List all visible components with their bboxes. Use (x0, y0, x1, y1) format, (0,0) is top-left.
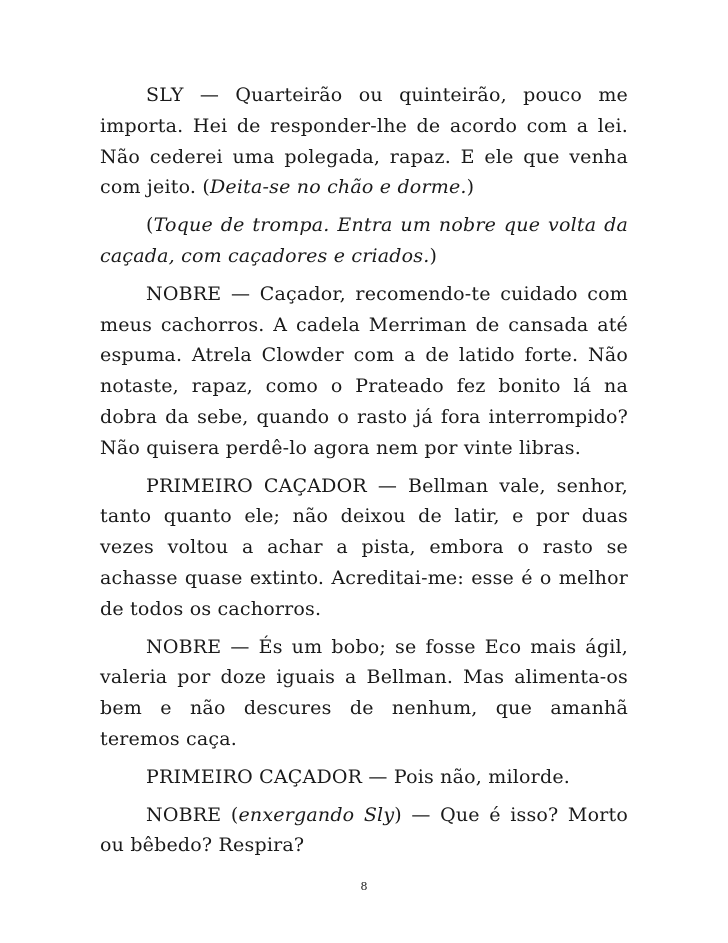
text-run: ) — Que é isso? Morto ou bêbedo? Respira? (100, 803, 628, 857)
document-page (100, 80, 628, 868)
text-run: ( (146, 214, 154, 237)
page-number: 8 (360, 880, 368, 893)
paragraph-nobre-speech-2 (100, 632, 628, 755)
text-run: ) (466, 176, 475, 199)
paragraph-nobre-speech (100, 279, 628, 464)
text-run: NOBRE — És um bobo; se fosse Eco mais ágil, valeria por doze iguais a Bellman. Mas alimenta-os bem e não descures de nenhum, que amanhã teremos caça. (100, 635, 628, 750)
text-run: SLY — Quarteirão ou quinteirão, pouco me importa. Hei de responder-lhe de acordo com a lei. Não cederei uma polegada, rapaz. E ele que venha com jeito. ( (100, 84, 628, 199)
stage-direction: Deita-se no chão e dorme. (209, 176, 467, 199)
paragraph-nobre-speech-3 (100, 800, 628, 862)
text-run: ) (429, 244, 438, 267)
paragraph-sly-speech (100, 80, 628, 203)
text-run: PRIMEIRO CAÇADOR — Pois não, milorde. (146, 765, 570, 788)
paragraph-cacador-speech (100, 471, 628, 625)
paragraph-cacador-speech-2 (100, 762, 628, 793)
text-run: NOBRE ( (146, 803, 239, 826)
paragraph-stage-direction (100, 210, 628, 272)
text-run: NOBRE — Caçador, recomendo-te cuidado com meus cachorros. A cadela Merriman de cansada até espuma. Atrela Clowder com a de latido forte. Não notaste, rapaz, como o Prateado fez bonito lá na dobra da sebe, quando o rasto já fora interrompido? Não quisera perdê-lo agora nem por vinte libras. (100, 282, 628, 459)
text-run: PRIMEIRO CAÇADOR — Bellman vale, senhor, tanto quanto ele; não deixou de latir, e por duas vezes voltou a achar a pista, embora o rasto se achasse quase extinto. Acreditai-me: esse é o melhor de todos os cachorros. (100, 474, 628, 620)
stage-direction: Toque de trompa. Entra um nobre que volta da caçada, com caçadores e criados. (100, 214, 628, 267)
stage-direction: enxergando Sly (238, 803, 395, 826)
